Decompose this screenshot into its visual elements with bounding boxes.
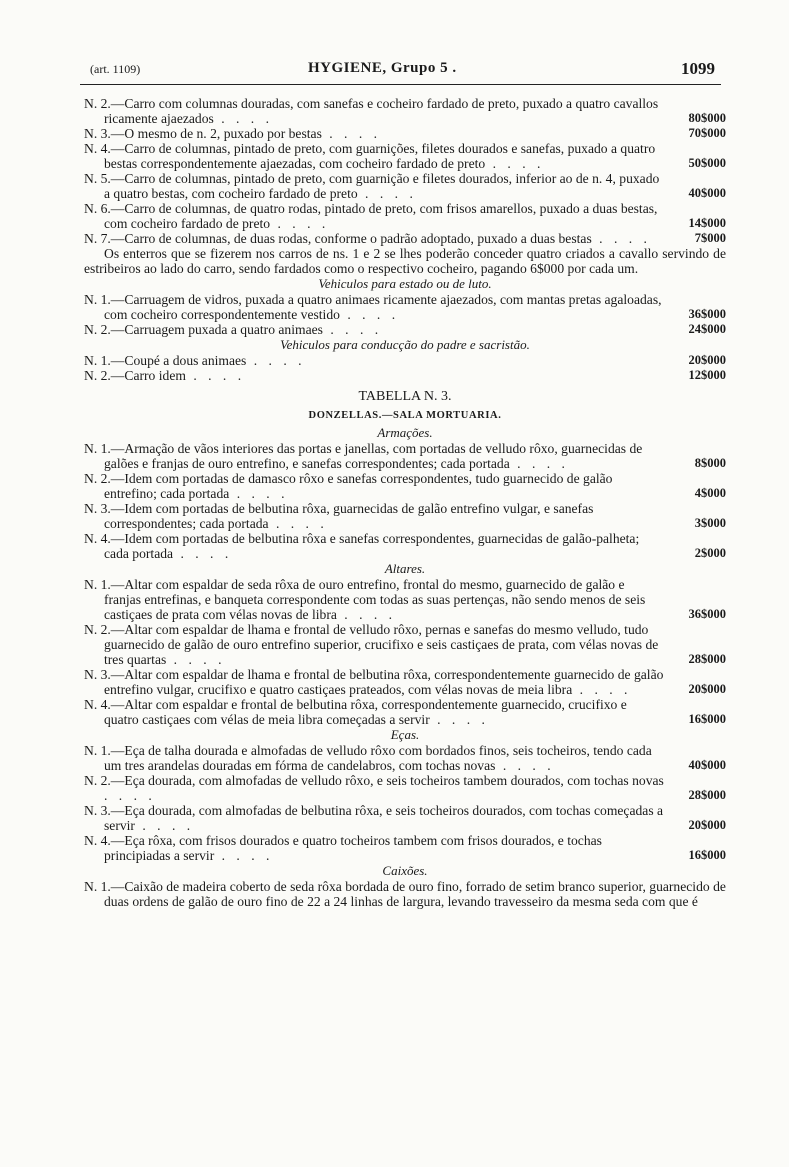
leader-dots: . . . .	[357, 186, 417, 201]
section-heading-caixoes: Caixões.	[382, 863, 428, 878]
price-entry	[84, 126, 726, 141]
price-entry	[84, 231, 726, 246]
entry-price: 7$000	[694, 231, 726, 245]
price-entry	[84, 773, 726, 803]
leader-dots: . . . .	[270, 216, 330, 231]
entry-text: N. 1.—Coupé a dous animaes	[84, 353, 247, 368]
entry-price: 36$000	[688, 607, 726, 621]
price-entry	[84, 667, 726, 697]
entry-price: 20$000	[688, 818, 726, 832]
leader-dots: . . . .	[572, 682, 632, 697]
price-entry	[84, 96, 726, 126]
entry-price: 16$000	[688, 712, 726, 726]
page-number: 1099	[681, 59, 715, 78]
section-heading-armacoes: Armações.	[377, 425, 433, 440]
leader-dots: . . . .	[268, 516, 328, 531]
entry-price: 2$000	[694, 546, 726, 560]
price-entry	[84, 622, 726, 667]
entry-text: N. 3.—Eça dourada, com almofadas de belbutina rôxa, e seis tocheiros dourados, com tochas começadas a servir	[84, 803, 664, 833]
entry-price: 36$000	[688, 307, 726, 321]
section-heading-luto: Vehiculos para estado ou de luto.	[318, 276, 492, 291]
leader-dots: . . . .	[134, 818, 195, 833]
leader-dots: . . . .	[246, 353, 306, 368]
leader-dots: . . . .	[321, 126, 382, 141]
entry-text: N. 4.—Altar com espaldar e frontal de belbutina rôxa, correspondentemente guarnecido, crucifixo e quatro castiçaes com vélas de meia libra começadas a servir	[84, 697, 627, 727]
leader-dots: . . . .	[322, 322, 383, 337]
leader-dots: . . . .	[166, 652, 226, 667]
entry-text: N. 1.—Eça de talha dourada e almofadas de velludo rôxo com bordados finos, seis tocheiros, tendo cada um tres arandelas douradas em fórma de candelabros, com tochas novas	[84, 743, 652, 773]
entry-price: 20$000	[688, 682, 726, 696]
leader-dots: . . . .	[104, 788, 156, 803]
leader-dots: . . . .	[339, 307, 400, 322]
table-subtitle: DONZELLAS.—SALA MORTUARIA.	[308, 410, 502, 421]
entry-price: 70$000	[688, 126, 726, 140]
entry-text: N. 1.—Carruagem de vidros, puxada a quatro animaes ricamente ajaezados, com mantas pretas agaloadas, com cocheiro correspondentemente vestido	[84, 292, 662, 322]
entry-text: N. 3.—Altar com espaldar de lhama e frontal de belbutina rôxa, correspondentemente guarnecido de galão entrefino vulgar, crucifixo e quatro castiçaes prateados, com vélas novas de meia libra	[84, 667, 664, 697]
entry-text: N. 2.—Carruagem puxada a quatro animaes	[84, 322, 323, 337]
entry-text: N. 5.—Carro de columnas, pintado de preto, com guarnição e filetes dourados, inferior ao de n. 4, puxado a quatro bestas, com cocheiro fardado de preto	[84, 171, 660, 201]
entry-text: N. 3.—O mesmo de n. 2, puxado por bestas	[84, 126, 322, 141]
section-heading-padre: Vehiculos para conducção do padre e sacristão.	[280, 337, 530, 352]
article-reference: (art. 1109)	[90, 62, 141, 76]
entry-price: 24$000	[688, 322, 726, 336]
leader-dots: . . . .	[185, 368, 246, 383]
entry-price: 80$000	[688, 111, 726, 125]
price-entry	[84, 833, 726, 863]
price-entry	[84, 743, 726, 773]
price-entry	[84, 577, 726, 622]
leader-dots: . . . .	[509, 456, 569, 471]
entry-price: 40$000	[688, 758, 726, 772]
running-title: HYGIENE, Grupo 5 .	[308, 60, 457, 76]
price-entry	[84, 201, 726, 231]
section-heading-altares: Altares.	[384, 561, 426, 576]
leader-dots: . . . .	[173, 546, 233, 561]
table-title: TABELLA N. 3.	[358, 389, 452, 404]
entry-price: 40$000	[688, 186, 726, 200]
price-entry	[84, 292, 726, 322]
caixao-entry: N. 1.—Caixão de madeira coberto de seda rôxa bordada de ouro fino, forrado de setim branco superior, guarnecido de duas ordens de galão de ouro fino de 22 a 24 linhas de largura, levando travesseiro da mesma seda com que é	[84, 879, 726, 909]
entry-price: 20$000	[688, 353, 726, 367]
price-entry	[84, 441, 726, 471]
carros-list	[84, 96, 726, 246]
entry-text: N. 4.—Carro de columnas, pintado de preto, com guarnições, filetes dourados e sanefas, puxado a quatro bestas correspondentemente ajaezadas, com cocheiro fardado de preto	[84, 141, 656, 171]
entry-text: N. 4.—Idem com portadas de belbutina rôxa e sanefas correspondentes, guarnecidas de galão-palheta; cada portada	[84, 531, 640, 561]
entry-price: 14$000	[688, 216, 726, 230]
altares-list	[84, 577, 726, 727]
page-header	[80, 58, 721, 85]
luto-list	[84, 292, 726, 337]
price-entry	[84, 697, 726, 727]
price-entry	[84, 471, 726, 501]
section-heading-ecas: Eças.	[390, 727, 420, 742]
entry-price: 12$000	[688, 368, 726, 382]
armacoes-list	[84, 441, 726, 561]
entry-text: N. 2.—Carro com columnas douradas, com sanefas e cocheiro fardado de preto, puxado a quatro cavallos ricamente ajaezados	[84, 96, 659, 126]
entry-price: 50$000	[688, 156, 726, 170]
entry-text: N. 1.—Armação de vãos interiores das portas e janellas, com portadas de velludo rôxo, guarnecidas de galões e franjas de ouro entrefino, e sanefas correspondentes; cada portada	[84, 441, 643, 471]
entry-text: N. 2.—Carro idem	[84, 368, 186, 383]
entry-text: N. 4.—Eça rôxa, com frisos dourados e quatro tocheiros tambem com frisos dourados, e tochas principiadas a servir	[84, 833, 602, 863]
price-entry	[84, 368, 726, 383]
entry-text: N. 1.—Altar com espaldar de seda rôxa de ouro entrefino, frontal do mesmo, guarnecido de galão e franjas entrefinas, e banqueta correspondente com todas as suas pertenças, não sendo menos de seis castiçaes de prata com vélas novas de libra	[84, 577, 646, 622]
entry-text: N. 7.—Carro de columnas, de duas rodas, conforme o padrão adoptado, puxado a duas bestas	[84, 231, 592, 246]
entry-price: 16$000	[688, 848, 726, 862]
ecas-list	[84, 743, 726, 863]
entry-price: 8$000	[694, 456, 726, 470]
entry-price: 3$000	[694, 516, 726, 530]
price-entry	[84, 501, 726, 531]
entry-text: N. 3.—Idem com portadas de belbutina rôxa, guarnecidas de galão entrefino vulgar, e sanefas correspondentes; cada portada	[84, 501, 594, 531]
entry-text: N. 6.—Carro de columnas, de quatro rodas, pintado de preto, com frisos amarellos, puxado a duas bestas, com cocheiro fardado de preto	[84, 201, 658, 231]
leader-dots: . . . .	[214, 848, 274, 863]
leader-dots: . . . .	[336, 607, 397, 622]
price-entry	[84, 531, 726, 561]
entry-text: N. 2.—Altar com espaldar de lhama e frontal de velludo rôxo, pernas e sanefas do mesmo velludo, tudo guarnecido de galão de ouro entrefino superior, crucifixo e seis castiçaes de prata, com vélas novas de tres quartas	[84, 622, 659, 667]
paragraph-criados: Os enterros que se fizerem nos carros de ns. 1 e 2 se lhes poderão conceder quatro criados a cavallo servindo de estribeiros ao lado do carro, sendo fardados como o respectivo cocheiro, pagando 6$000 por cada um.	[84, 246, 726, 276]
leader-dots: . . . .	[485, 156, 545, 171]
leader-dots: . . . .	[495, 758, 555, 773]
price-entry	[84, 171, 726, 201]
leader-dots: . . . .	[229, 486, 289, 501]
price-entry	[84, 353, 726, 368]
leader-dots: . . . .	[213, 111, 273, 126]
price-entry	[84, 322, 726, 337]
leader-dots: . . . .	[429, 712, 489, 727]
page-body	[84, 96, 726, 909]
price-entry	[84, 803, 726, 833]
price-entry	[84, 141, 726, 171]
entry-text: N. 2.—Idem com portadas de damasco rôxo e sanefas correspondentes, tudo guarnecido de galão entrefino; cada portada	[84, 471, 613, 501]
entry-price: 28$000	[688, 788, 726, 802]
leader-dots: . . . .	[591, 231, 651, 246]
entry-price: 4$000	[694, 486, 726, 500]
entry-text: N. 2.—Eça dourada, com almofadas de velludo rôxo, e seis tocheiros tambem dourados, com tochas novas	[84, 773, 664, 788]
entry-price: 28$000	[688, 652, 726, 666]
padre-list	[84, 353, 726, 383]
